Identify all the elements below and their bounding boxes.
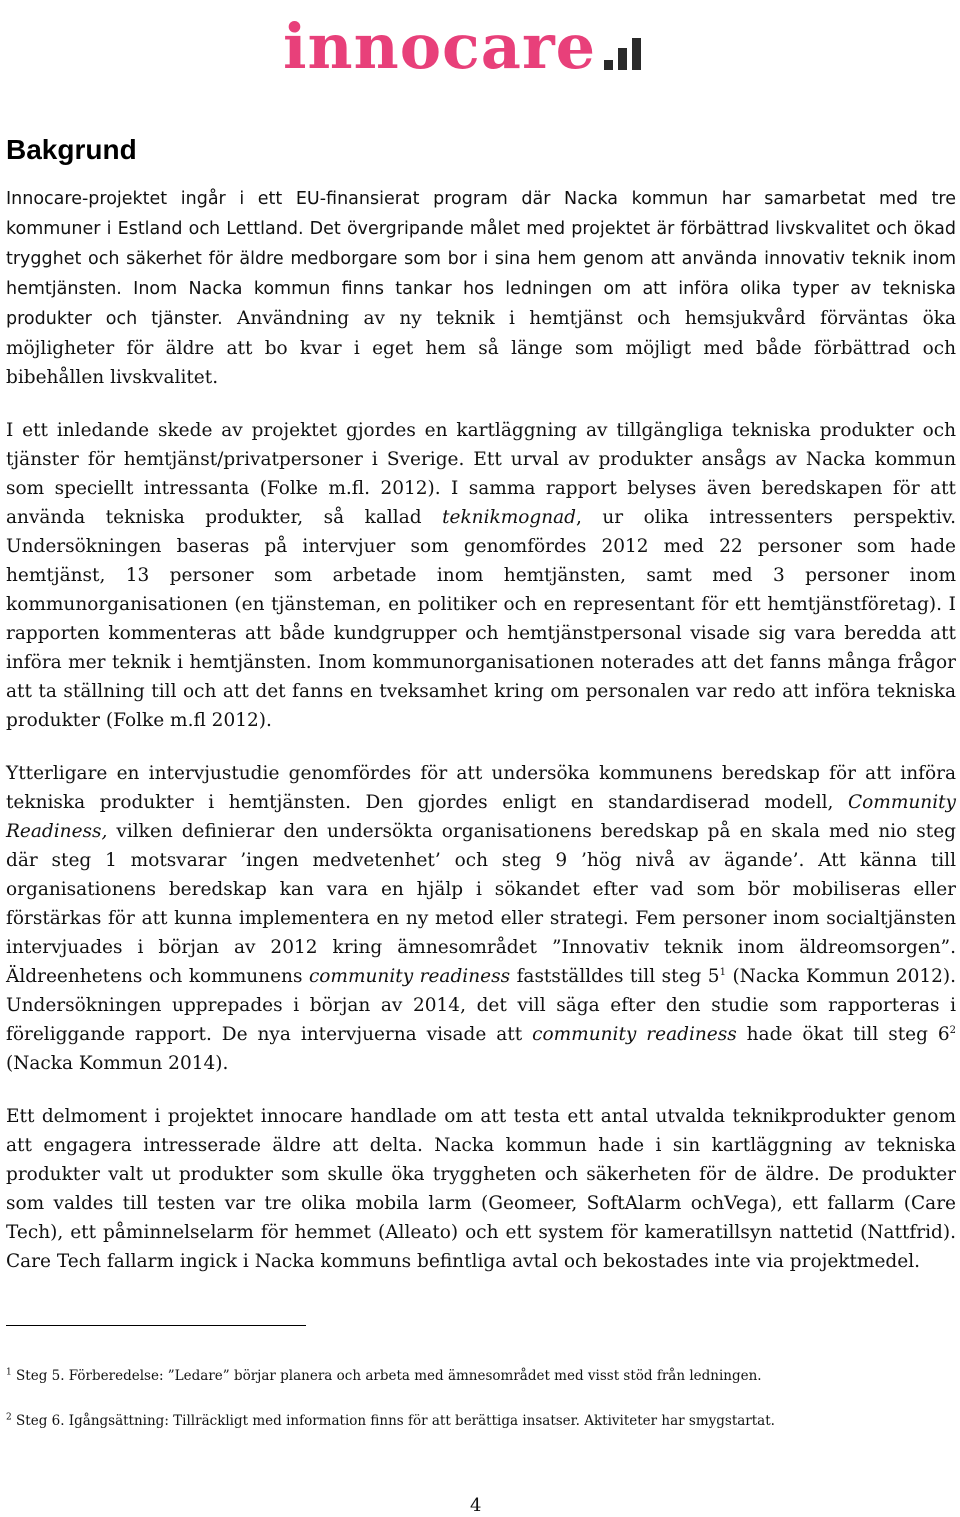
- paragraph-3: [6, 759, 956, 1078]
- section-heading: Bakgrund: [6, 134, 137, 165]
- footnote-2-number: 2: [6, 1412, 12, 1423]
- paragraph-1: [6, 184, 956, 392]
- paragraph-2-part-a: I ett inledande skede av projektet gjordes en kartläggning av tillgängliga tekniska produkter och tjänster för hemtjänst/privatpersoner i Sverige. Ett urval av produkter ansågs av Nacka kommun som speciellt intressanta (Folke m.fl. 2012). I samma rapport belyses även beredskapen för att använda tekniska produkter, så kallad: [6, 420, 956, 528]
- paragraph-1-sans-part: Innocare-projektet ingår i ett EU-finansierat program där Nacka kommun har samarbetat med tre kommuner i Estland och Lettland. Det övergripande målet med projektet är förbättrad livskvalitet och ökad trygghet och säkerhet för äldre medborgare som bor i sina hem genom att använda innovativ teknik inom hemtjänsten. Inom Nacka kommun finns tankar hos ledningen om att införa olika typer av tekniska produkter och tjänster.: [6, 189, 956, 329]
- footnote-ref-2[interactable]: 2: [949, 1024, 957, 1036]
- paragraph-2: [6, 416, 956, 735]
- body-text: [6, 184, 956, 1300]
- footnote-1-number: 1: [6, 1367, 12, 1378]
- paragraph-3-part-b: vilken definierar den undersökta organisationens beredskap på en skala med nio steg där steg 1 motsvarar ’ingen medvetenhet’ och steg 9 ’hög nivå av ägande’. Att känna till organisationens beredskap kan vara en hjälp i sökandet efter vad som bör mobiliseras eller förstärkas för att kunna implementera en ny metod eller strategi. Fem personer inom socialtjänsten intervjuades i början av 2012 kring ämnesområdet ”Innovativ teknik inom äldreomsorgen”. Äldreenhetens och kommunens: [6, 821, 956, 987]
- paragraph-3-italic-2: community readiness: [308, 966, 511, 987]
- paragraph-3-italic-1: Community Readiness,: [6, 792, 956, 842]
- footnote-1: [6, 1367, 946, 1385]
- innocare-logo: [283, 4, 641, 83]
- logo-wordmark: innocare: [283, 10, 597, 83]
- footnote-divider: [6, 1325, 306, 1326]
- footnote-ref-1[interactable]: 1: [719, 966, 726, 978]
- paragraph-3-part-f: (Nacka Kommun 2014).: [6, 1053, 229, 1074]
- paragraph-3-part-a: Ytterligare en intervjustudie genomfördes för att undersöka kommunens beredskap för att införa tekniska produkter i hemtjänsten. Den gjordes enligt en standardiserad modell,: [6, 763, 956, 813]
- paragraph-4: Ett delmoment i projektet innocare handlade om att testa ett antal utvalda teknikprodukter genom att engagera intresserade äldre att delta. Nacka kommun hade i sin kartläggning av tekniska produkter valt ut produkter som skulle öka tryggheten och säkerheten för de äldre. De produkter som valdes till testen var tre olika mobila larm (Geomeer, SoftAlarm ochVega), ett fallarm (Care Tech), ett påminnelselarm för hemmet (Alleato) och ett system för kameratillsyn nattetid (Nattfrid). Care Tech fallarm ingick i Nacka kommuns befintliga avtal och bekostades inte via projektmedel.: [6, 1106, 956, 1272]
- footnote-1-text: Steg 5. Förberedelse: ”Ledare” börjar planera och arbeta med ämnesområdet med visst stöd från ledningen.: [11, 1368, 762, 1384]
- paragraph-3-part-d: (Nacka Kommun 2012). Undersökningen upprepades i början av 2014, det vill säga efter den studie som rapporteras i föreliggande rapport. De nya intervjuerna visade att: [6, 966, 957, 1045]
- paragraph-2-italic: teknikmognad: [442, 507, 577, 528]
- footnote-2-text: Steg 6. Igångsättning: Tillräckligt med information finns för att berättiga insatser. Aktiviteter har smygstartat.: [11, 1413, 775, 1429]
- logo-bars-icon: [604, 38, 641, 70]
- paragraph-3-italic-3: community readiness: [532, 1024, 737, 1045]
- paragraph-1-serif-part: Användning av ny teknik i hemtjänst och hemsjukvård förväntas öka möjligheter för äldre att bo kvar i eget hem så länge som möjligt med både förbättrad och bibehållen livskvalitet.: [6, 308, 957, 388]
- paragraph-3-part-e: hade ökat till steg 6: [736, 1024, 950, 1045]
- page-number: 4: [470, 1495, 482, 1516]
- paragraph-3-part-c: fastställdes till steg 5: [510, 966, 720, 987]
- footnote-2: [6, 1412, 946, 1430]
- paragraph-2-part-b: , ur olika intressenters perspektiv. Undersökningen baseras på intervjuer som genomfördes 2012 med 22 personer som hade hemtjänst, 13 personer som arbetade inom hemtjänsten, samt med 3 personer inom kommunorganisationen (en tjänsteman, en politiker och en representant för ett hemtjänstföretag). I rapporten kommenteras att både kundgrupper och hemtjänstpersonal visade sig vara beredda att införa mer teknik i hemtjänsten. Inom kommunorganisationen noterades att det fanns många frågor att ta ställning till och att det fanns en tveksamhet kring om personalen var redo att införa tekniska produkter (Folke m.fl 2012).: [6, 507, 956, 731]
